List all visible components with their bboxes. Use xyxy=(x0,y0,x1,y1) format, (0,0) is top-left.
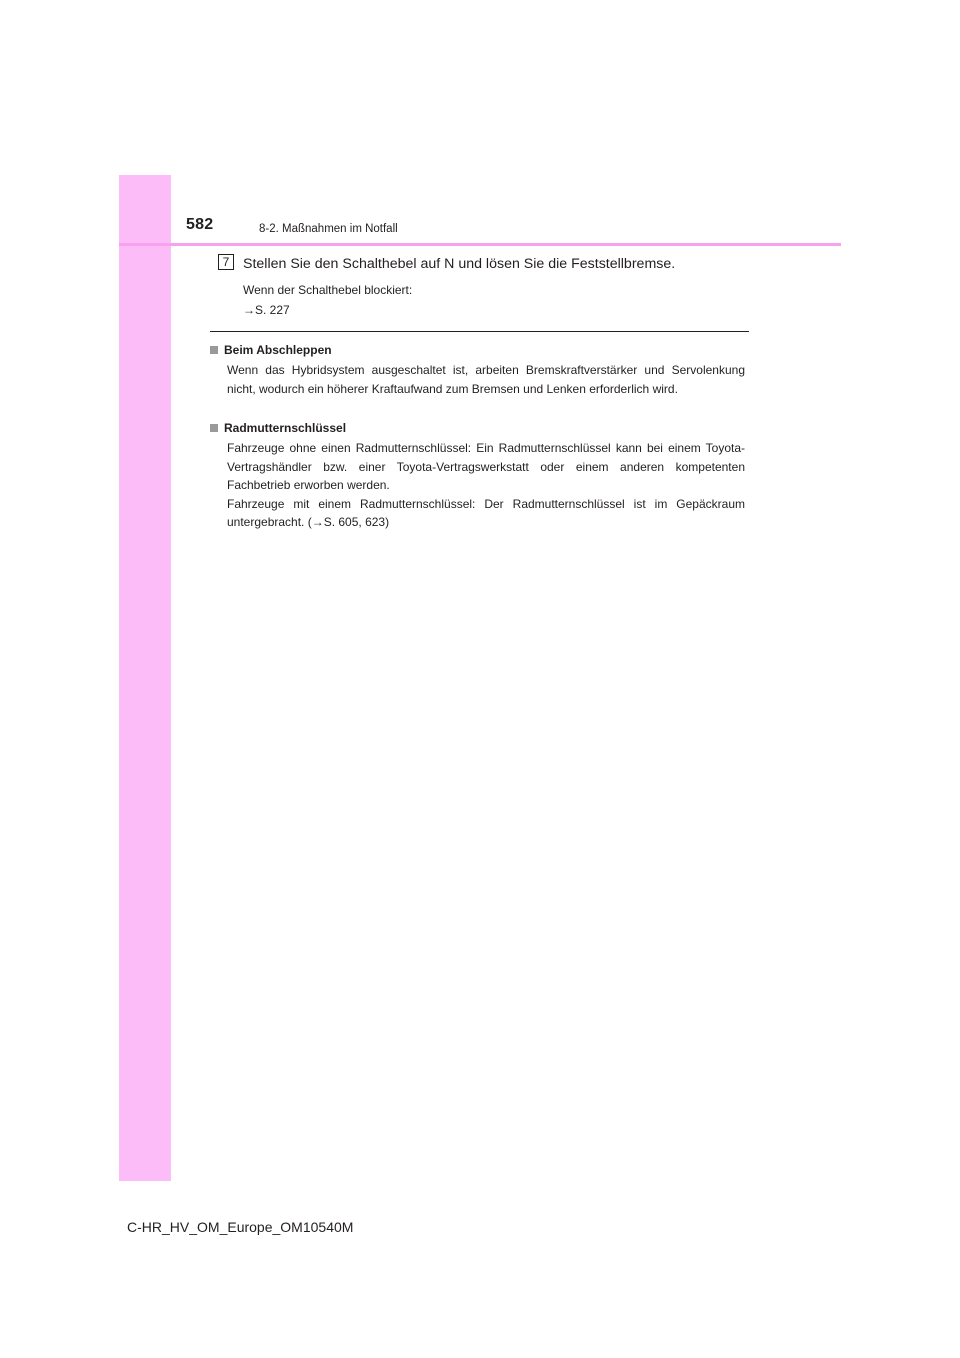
step-instruction: Stellen Sie den Schalthebel auf N und lösen Sie die Feststellbremse. xyxy=(243,256,676,272)
info-body xyxy=(227,439,745,532)
info-paragraph: Wenn das Hybridsystem ausgeschaltet ist, arbeiten Bremskraftverstärker und Servolenkung nicht, wodurch ein höherer Kraftaufwand zum Bremsen und Lenken erforderlich wird. xyxy=(227,363,745,396)
page-number: 582 xyxy=(186,216,214,233)
step-note: Wenn der Schalthebel blockiert: xyxy=(243,283,413,297)
info-heading-text: Radmutternschlüssel xyxy=(224,421,347,435)
info-heading xyxy=(210,420,745,436)
section-divider xyxy=(210,331,749,332)
info-paragraph: Fahrzeuge ohne einen Radmutternschlüssel: Ein Radmutternschlüssel kann bei einem Toyota-Vertragshändler bzw. einer Toyota-Vertragswerkstatt oder einem anderen kompetenten Fachbetrieb erworben werden. xyxy=(227,441,745,492)
square-bullet-icon xyxy=(210,424,218,432)
info-block-towing xyxy=(210,342,745,398)
page-reference-link[interactable]: →S. 227 xyxy=(243,303,290,317)
info-body xyxy=(227,361,745,398)
info-paragraph: Fahrzeuge mit einem Radmutternschlüssel: Der Radmutternschlüssel ist im Gepäckraum untergebracht. (→S. 605, 623) xyxy=(227,496,745,529)
chapter-tab-band xyxy=(119,175,171,1181)
section-title: 8-2. Maßnahmen im Notfall xyxy=(259,223,398,235)
document-code-footer: C-HR_HV_OM_Europe_OM10540M xyxy=(127,1219,354,1235)
header-rule xyxy=(119,243,841,246)
info-heading xyxy=(210,342,745,358)
info-heading-text: Beim Abschleppen xyxy=(224,343,332,357)
square-bullet-icon xyxy=(210,346,218,354)
info-block-wheel-nut-wrench xyxy=(210,420,745,532)
step-number-box: 7 xyxy=(218,254,234,270)
